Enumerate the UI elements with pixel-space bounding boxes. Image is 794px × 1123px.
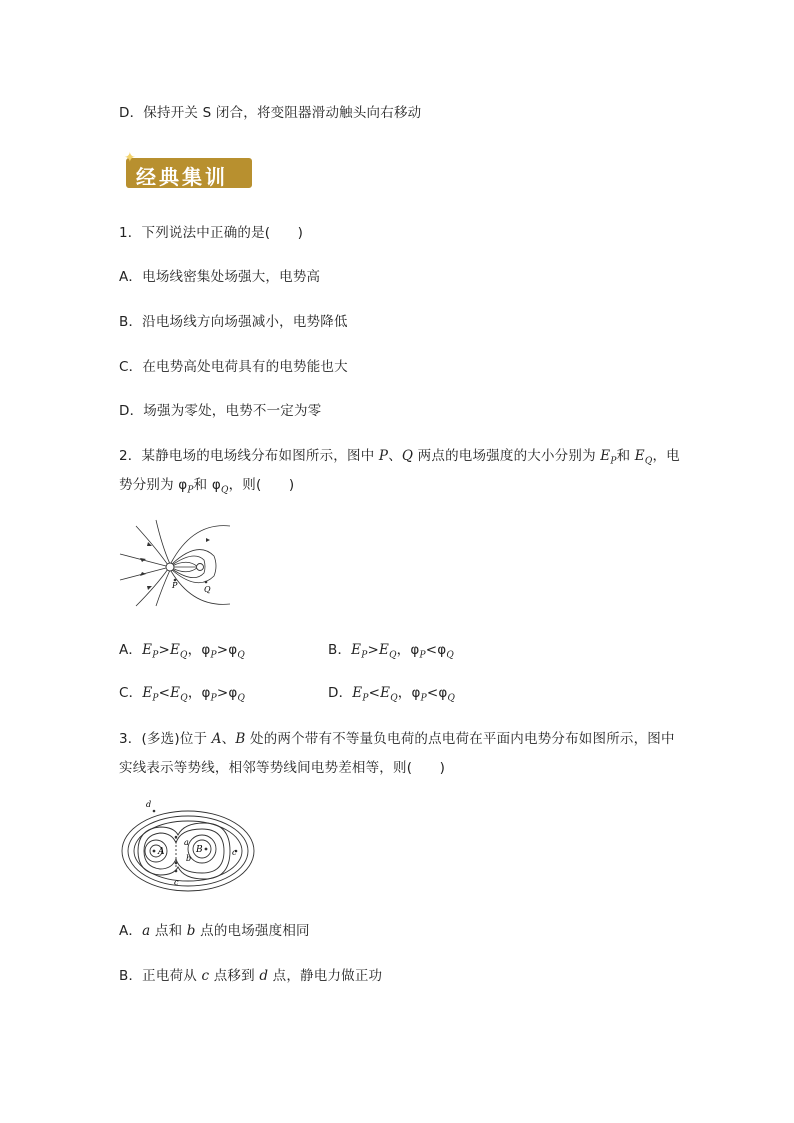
q2-option-d: D．$E_P<E_Q$，$\varphi_P<\varphi_Q$ <box>328 685 456 704</box>
q1-stem: 1．下列说法中正确的是( ) <box>119 225 304 241</box>
q2-stem-line2: 势分别为 $\varphi_P$和 $\varphi_Q$，则( ) <box>119 477 295 496</box>
q3-label-c-right: c <box>232 848 237 857</box>
q3-stem-line1: 3．(多选)位于 A、B 处的两个带有不等量负电荷的点电荷在平面内电势分布如图所示，图中 <box>119 731 675 747</box>
q2-option-c: C．$E_P<E_Q$，$\varphi_P>\varphi_Q$ <box>119 685 246 704</box>
q2-stem-line1: 2．某静电场的电场线分布如图所示，图中 P、Q 两点的电场强度的大小分别为 $E_P$和 $E_Q$，电 <box>119 448 680 467</box>
prev-option-d: D．保持开关 S 闭合，将变阻器滑动触头向右移动 <box>119 105 422 121</box>
q2-label-q: Q <box>204 585 211 594</box>
q2-option-b: B．$E_P>E_Q$，$\varphi_P<\varphi_Q$ <box>328 642 454 661</box>
q3-label-a-charge: A <box>158 847 165 857</box>
banner-label: 经典集训 <box>136 165 228 189</box>
q2-label-p: P <box>172 581 178 590</box>
q3-label-d: d <box>146 800 152 809</box>
q2-option-a: A．$E_P>E_Q$，$\varphi_P>\varphi_Q$ <box>119 642 245 661</box>
star-icon: ✦ <box>124 150 136 166</box>
q1-option-a: A．电场线密集处场强大，电势高 <box>119 269 321 285</box>
q3-label-a: a <box>184 838 189 847</box>
q1-option-c: C．在电势高处电荷具有的电势能也大 <box>119 359 348 375</box>
q3-label-b-charge: B <box>196 845 203 855</box>
q3-stem-line2: 实线表示等势线，相邻等势线间电势差相等，则( ) <box>119 760 446 776</box>
q3-equipotential-figure <box>118 797 258 897</box>
q3-option-b: B．正电荷从 c 点移到 d 点，静电力做正功 <box>119 968 383 984</box>
q3-label-b: b <box>186 854 192 863</box>
q3-label-c: c <box>174 878 179 887</box>
q2-field-line-figure <box>118 518 238 608</box>
q1-option-d: D．场强为零处，电势不一定为零 <box>119 403 322 419</box>
q1-option-b: B．沿电场线方向场强减小，电势降低 <box>119 314 348 330</box>
section-banner <box>126 150 252 188</box>
q3-option-a: A．a 点和 b 点的电场强度相同 <box>119 923 310 939</box>
